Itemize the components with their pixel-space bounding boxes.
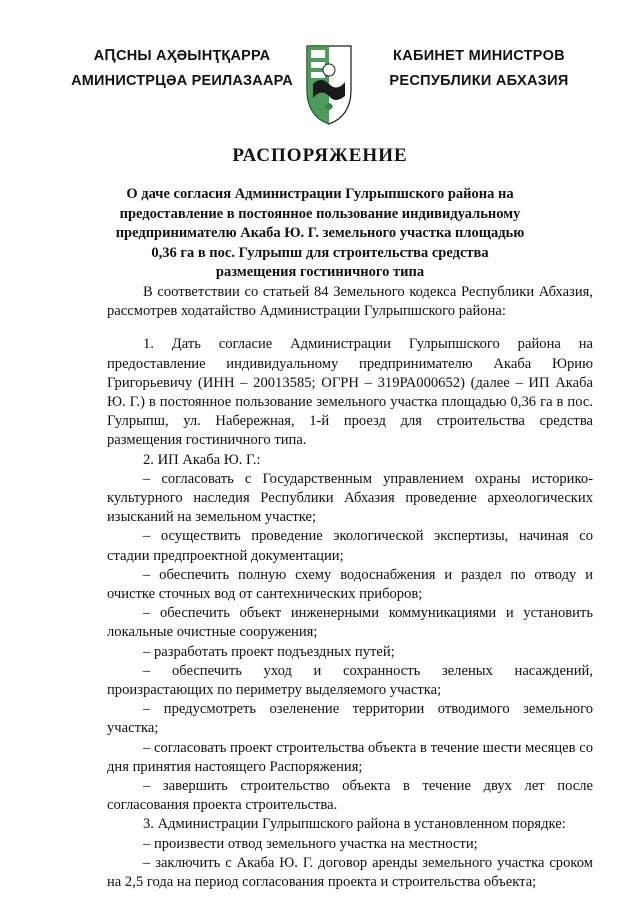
paragraph-item-2-3: – обеспечить полную схему водоснабжения и раздел по отводу и очистке сточных вод от сантехнических приборов; xyxy=(107,566,593,603)
subject-line-2: предоставление в постоянное пользование индивидуальному xyxy=(119,205,521,222)
paragraph-item-2-8: – согласовать проект строительства объекта в течение шести месяцев со дня принятия настоящего Распоряжения; xyxy=(107,739,593,775)
paragraph-item-3-1: – произвести отвод земельного участка на местности; xyxy=(143,835,478,852)
paragraph-item-2-4: – обеспечить объект инженерными коммуникациями и установить локальные очистные сооружения; xyxy=(107,605,593,641)
subject-line-1: О даче согласия Администрации Гулрыпшского района на xyxy=(126,186,514,202)
document-body xyxy=(107,283,593,892)
paragraph-item-1: 1. Дать согласие Администрации Гулрыпшского района на предоставление индивидуальному предпринимателю Акаба Юрию Григорьевичу (ИНН – 20013585; ОГРН – 319РА000652) (далее – ИП Акаба Ю. Г.) в постоянное пользование земельного участка площадью 0,36 га в пос. Гулрыпш, ул. Набережная, 1-й проезд для строительства средства размещения гостиничного типа. xyxy=(107,336,593,449)
paragraph-item-2: 2. ИП Акаба Ю. Г.: xyxy=(143,451,261,468)
header-left-line-1: АԤСНЫ АҲӘЫНҬҚАРРА xyxy=(93,48,271,64)
paragraph-item-2-6: – обеспечить уход и сохранность зеленых насаждений, произрастающих по периметру выделяемого участка; xyxy=(107,662,593,699)
document-header xyxy=(0,40,640,130)
paragraph-item-2-2: – осуществить проведение экологической экспертизы, начиная со стадии предпроектной документации; xyxy=(107,528,593,564)
header-right-line-1: КАБИНЕТ МИНИСТРОВ xyxy=(393,48,565,64)
emblem-icon xyxy=(299,40,359,128)
paragraph-item-3-2: – заключить с Акаба Ю. Г. договор аренды земельного участка сроком на 2,5 года на период согласования проекта и строительства объекта; xyxy=(107,854,593,891)
header-right-line-2: РЕСПУБЛИКИ АБХАЗИЯ xyxy=(389,73,569,89)
paragraph-preamble: В соответствии со статьей 84 Земельного кодекса Республики Абхазия, рассмотрев ходатайство Администрации Гулрыпшского района: xyxy=(107,284,593,320)
paragraph-item-3: 3. Администрации Гулрыпшского района в установленном порядке: xyxy=(143,816,566,833)
subject-line-4: 0,36 га в пос. Гулрыпш для строительства средства xyxy=(151,244,489,261)
document-subject xyxy=(100,185,540,283)
header-left-abkhaz xyxy=(62,44,302,94)
header-right-russian xyxy=(386,44,572,94)
document-title: РАСПОРЯЖЕНИЕ xyxy=(232,145,408,166)
subject-line-5: размещения гостиничного типа xyxy=(215,264,425,280)
paragraph-item-2-7: – предусмотреть озеленение территории отводимого земельного участка; xyxy=(107,701,593,737)
header-left-line-2: АМИНИСТРЦӘА РЕИЛАЗААРА xyxy=(71,73,293,89)
paragraph-item-2-1: – согласовать с Государственным управлением охраны историко-культурного наследия Республики Абхазия проведение археологических изысканий на земельном участке; xyxy=(107,470,593,526)
subject-line-3: предпринимателю Акаба Ю. Г. земельного участка площадью xyxy=(115,225,525,241)
paragraph-item-2-5: – разработать проект подъездных путей; xyxy=(143,643,395,660)
paragraph-item-2-9: – завершить строительство объекта в течение двух лет после согласования проекта строительства. xyxy=(107,778,593,814)
